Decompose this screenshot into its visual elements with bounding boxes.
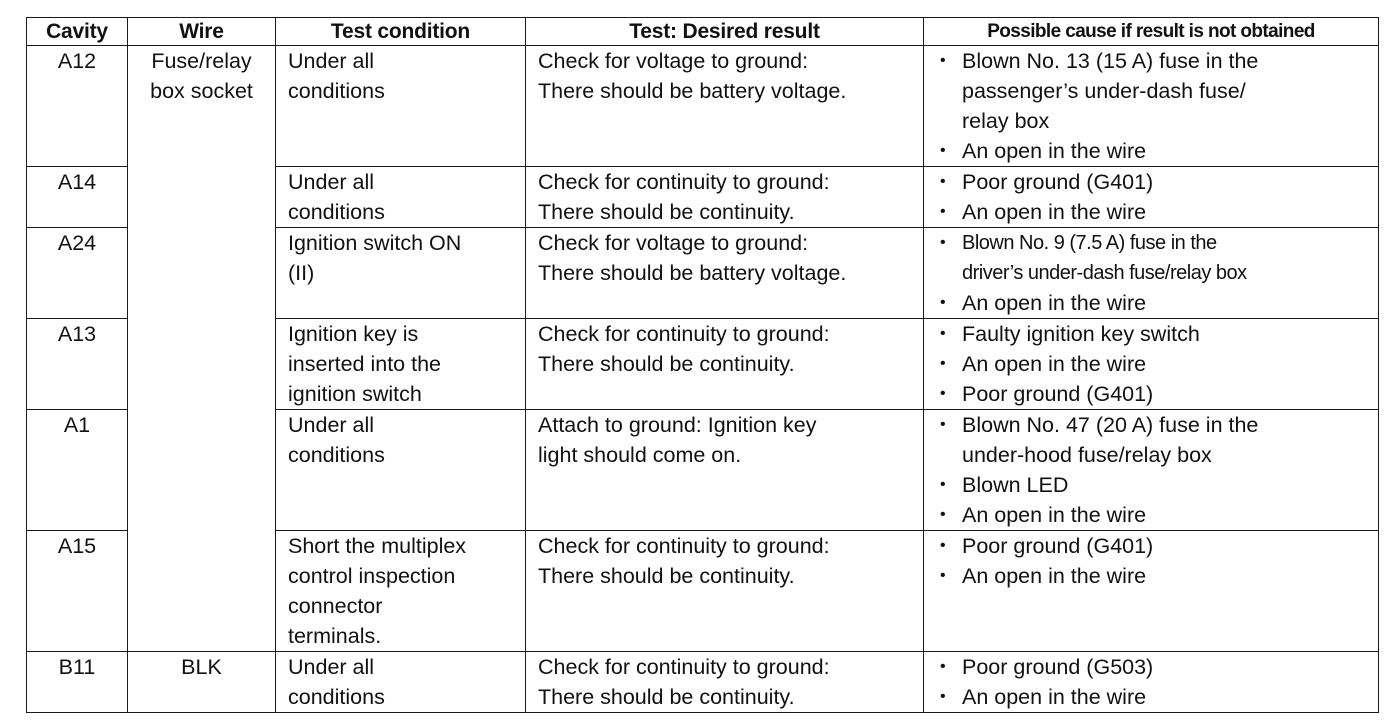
table-row <box>27 46 1379 167</box>
wire-cell <box>128 319 276 410</box>
test-condition-cell <box>276 410 526 531</box>
cavity-cell: A13 <box>27 319 128 410</box>
cell-line: Attach to ground: Ignition key <box>538 413 817 437</box>
desired-result-cell <box>526 46 924 167</box>
cause-item <box>940 500 1374 530</box>
cell-line: conditions <box>288 443 385 467</box>
cell-line: conditions <box>288 685 385 709</box>
desired-result-cell <box>526 410 924 531</box>
cause-line: • An open in the wire <box>962 503 1147 527</box>
cell-line: light should come on. <box>538 443 742 467</box>
header-cavity: Cavity <box>27 18 128 46</box>
cause-line: under-hood fuse/relay box <box>962 443 1212 467</box>
possible-cause-cell <box>924 652 1379 713</box>
table-row <box>27 531 1379 652</box>
wire-cell <box>128 167 276 228</box>
cell-line: connector <box>288 594 383 618</box>
cell-line: Check for voltage to ground: <box>538 49 809 73</box>
cause-item <box>940 46 1374 136</box>
test-condition-cell <box>276 652 526 713</box>
table-row <box>27 167 1379 228</box>
cause-list <box>940 228 1374 318</box>
cause-line: • Poor ground (G401) <box>962 170 1154 194</box>
desired-result-cell <box>526 167 924 228</box>
wire-cell <box>128 228 276 319</box>
cause-list <box>940 46 1374 166</box>
cell-line: Ignition key is <box>288 322 419 346</box>
cause-item <box>940 349 1374 379</box>
cell-line: Short the multiplex <box>288 534 467 558</box>
cell-line: control inspection <box>288 564 456 588</box>
cell-line: There should be continuity. <box>538 685 795 709</box>
cause-item <box>940 167 1374 197</box>
cell-line: BLK <box>181 655 222 679</box>
cause-line: • An open in the wire <box>962 685 1147 709</box>
cause-item <box>940 531 1374 561</box>
table-row <box>27 319 1379 410</box>
possible-cause-cell <box>924 319 1379 410</box>
cell-line: (II) <box>288 261 315 285</box>
cell-line: conditions <box>288 79 385 103</box>
possible-cause-cell <box>924 46 1379 167</box>
wire-cell <box>128 410 276 531</box>
cause-line: • An open in the wire <box>962 564 1147 588</box>
cavity-cell: A1 <box>27 410 128 531</box>
possible-cause-cell <box>924 531 1379 652</box>
wire-cell <box>128 652 276 713</box>
header-test-condition: Test condition <box>276 18 526 46</box>
cavity-cell: A15 <box>27 531 128 652</box>
test-condition-cell <box>276 531 526 652</box>
cause-line: relay box <box>962 109 1050 133</box>
cause-line: • Poor ground (G401) <box>962 382 1154 406</box>
cell-line: Check for continuity to ground: <box>538 170 830 194</box>
desired-result-cell <box>526 531 924 652</box>
cause-line: • Blown No. 13 (15 A) fuse in the <box>962 49 1259 73</box>
cell-line: Under all <box>288 655 375 679</box>
cell-line: inserted into the <box>288 352 441 376</box>
desired-result-cell <box>526 319 924 410</box>
cell-line: terminals. <box>288 624 382 648</box>
cell-line: box socket <box>150 79 253 103</box>
possible-cause-cell <box>924 410 1379 531</box>
table-row <box>27 410 1379 531</box>
cause-item <box>940 470 1374 500</box>
cause-list <box>940 652 1374 712</box>
test-condition-cell <box>276 167 526 228</box>
cause-line: • Blown LED <box>962 473 1069 497</box>
cause-line: • An open in the wire <box>962 291 1147 315</box>
cause-line: • Blown No. 47 (20 A) fuse in the <box>962 413 1259 437</box>
cell-line: Check for continuity to ground: <box>538 322 830 346</box>
test-condition-cell <box>276 228 526 319</box>
cell-line: Under all <box>288 413 375 437</box>
cell-line: Check for voltage to ground: <box>538 231 809 255</box>
test-condition-cell <box>276 319 526 410</box>
cause-line: • An open in the wire <box>962 200 1147 224</box>
cause-line: • Blown No. 9 (7.5 A) fuse in the <box>962 232 1217 254</box>
cause-item <box>940 379 1374 409</box>
test-condition-cell <box>276 46 526 167</box>
cell-line: Ignition switch ON <box>288 231 462 255</box>
cause-item <box>940 561 1374 591</box>
cavity-cell: A12 <box>27 46 128 167</box>
cause-item <box>940 288 1374 318</box>
cause-list <box>940 167 1374 227</box>
cause-item <box>940 136 1374 166</box>
connector-test-table <box>26 17 1379 713</box>
cause-line: • Poor ground (G503) <box>962 655 1154 679</box>
cell-line: conditions <box>288 200 385 224</box>
cause-list <box>940 410 1374 530</box>
cause-item <box>940 652 1374 682</box>
cause-list <box>940 531 1374 591</box>
cell-line: Check for continuity to ground: <box>538 534 830 558</box>
cause-item <box>940 228 1374 288</box>
cause-line: passenger’s under-dash fuse/ <box>962 79 1246 103</box>
cavity-cell: A24 <box>27 228 128 319</box>
possible-cause-cell <box>924 228 1379 319</box>
cause-item <box>940 410 1374 470</box>
cell-line: Under all <box>288 49 375 73</box>
cell-line: There should be battery voltage. <box>538 79 847 103</box>
cell-line: ignition switch <box>288 382 422 406</box>
cause-line: • An open in the wire <box>962 139 1147 163</box>
cause-item <box>940 319 1374 349</box>
cause-line: • Poor ground (G401) <box>962 534 1154 558</box>
cause-line: • Faulty ignition key switch <box>962 322 1200 346</box>
cause-item <box>940 682 1374 712</box>
desired-result-cell <box>526 228 924 319</box>
cavity-cell: B11 <box>27 652 128 713</box>
wire-cell <box>128 46 276 167</box>
cell-line: There should be continuity. <box>538 200 795 224</box>
cell-line: Check for continuity to ground: <box>538 655 830 679</box>
cause-item <box>940 197 1374 227</box>
table-row <box>27 228 1379 319</box>
cell-line: There should be battery voltage. <box>538 261 847 285</box>
desired-result-cell <box>526 652 924 713</box>
header-row <box>27 18 1379 46</box>
header-wire: Wire <box>128 18 276 46</box>
cause-line: • An open in the wire <box>962 352 1147 376</box>
header-desired-result: Test: Desired result <box>526 18 924 46</box>
wire-cell <box>128 531 276 652</box>
cell-line: There should be continuity. <box>538 352 795 376</box>
cavity-cell: A14 <box>27 167 128 228</box>
cell-line: There should be continuity. <box>538 564 795 588</box>
possible-cause-cell <box>924 167 1379 228</box>
cause-list <box>940 319 1374 409</box>
table-row <box>27 652 1379 713</box>
cell-line: Under all <box>288 170 375 194</box>
header-possible-cause: Possible cause if result is not obtained <box>924 18 1379 46</box>
cause-line: driver’s under-dash fuse/relay box <box>962 262 1247 284</box>
cell-line: Fuse/relay <box>151 49 252 73</box>
